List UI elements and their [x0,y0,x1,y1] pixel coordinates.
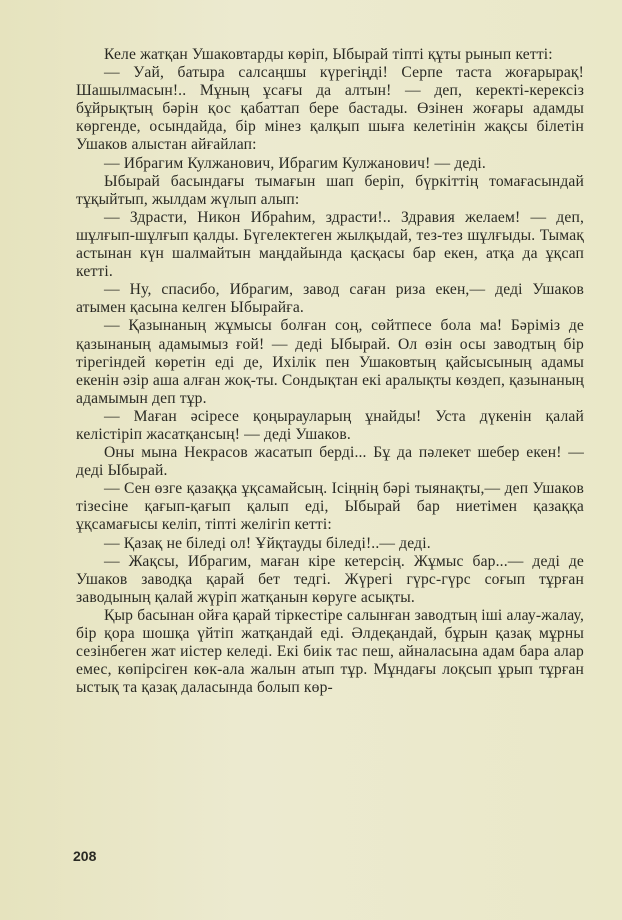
paragraph: — Здрасти, Никон Ибраһим, здрасти!.. Здравия желаем! — деп, шұлғып-шұлғып қалды. Бүгелектеген жылқыдай, тез-тез шұлғыды. Тымақ астынан күн шалмайтын маңдайында қасқасы бар екен, атқа да ұқсап кетті. [76,208,584,281]
paragraph: — Ибрагим Кулжанович, Ибрагим Кулжанович! — деді. [104,154,486,172]
paragraph: — Қазақ не біледі ол! Ұйқтауды біледі!..— деді. [104,534,431,552]
paragraph: Ыбырай басындағы тымағын шап беріп, бүркіттің томағасындай тұқыйтып, жылдам жүлып алып: [76,172,584,208]
paragraph: — Қазынаның жұмысы болған соң, сөйтпесе бола ма! Бәріміз де қазынаның адамымыз ғой! — деді Ыбырай. Ол өзін осы заводтың бір тірегіндей көретін еді де, Ихілік пен Ушаковтың қайсысының адамы екенін әзір аша алған жоқ-ты. Сондықтан екі аралықты көздеп, қазынаның адамымын деп тұр. [76,317,584,407]
paragraph: — Маған әсіресе қоңырауларың ұнайды! Уста дүкенін қалай келістіріп жасатқансың! — деді Ушаков. [76,407,584,443]
page-number: 208 [73,848,97,864]
paragraph: — Сен өзге қазаққа ұқсамайсың. Ісіңнің бәрі тыянақты,— деп Ушаков тізесіне қағып-қағып қалып еді, Ыбырай бар ниетімен қазаққа ұқсамағысы келіп, тіпті желігіп кетті: [76,480,584,534]
paragraph: Оны мына Некрасов жасатып берді... Бұ да пәлекет шебер екен! — деді Ыбырай. [76,444,584,480]
paragraph: — Ну, спасибо, Ибрагим, завод саған риза екен,— деді Ушаков атымен қасына келген Ыбырайға. [76,281,584,317]
paragraph: — Уай, батыра салсаңшы күрегіңді! Серпе таста жоғарырақ! Шашылмасын!.. Мұның ұсағы да алтын! — деп, керекті-керексіз бұйрықтың бәрін қос қабаттап бере бастады. Өзінен жоғары адамды көргенде, осындайда, бір мінез қалқып шыға келетінін жақсы білетін Ушаков алыстан айғайлап: [76,64,584,154]
body-text [76,46,584,697]
paragraph: — Жақсы, Ибрагим, маған кіре кетерсің. Жұмыс бар...— деді де Ушаков заводқа қарай бет тедгі. Жүрегі гүрс-гүрс соғып тұрған заводының қалай жүріп жатқанын көруге асықты. [76,552,584,606]
paragraph: Келе жатқан Ушаковтарды көріп, Ыбырай тіпті құты рынып кетті: [104,46,553,63]
paragraph: Қыр басынан ойға қарай тіркестіре салынған заводтың іші алау-жалау, бір қора шошқа үйтіп жатқандай еді. Әлдеқандай, бұрын қазақ мұрны сезінбеген жат иістер келеді. Екі биік тас пеш, айналасына адам бара алар емес, көпірсіген көк-ала жалын атып тұр. Мұндағы лоқсып ұрып тұрған ыстық та қазақ даласында болып көр- [76,606,584,697]
